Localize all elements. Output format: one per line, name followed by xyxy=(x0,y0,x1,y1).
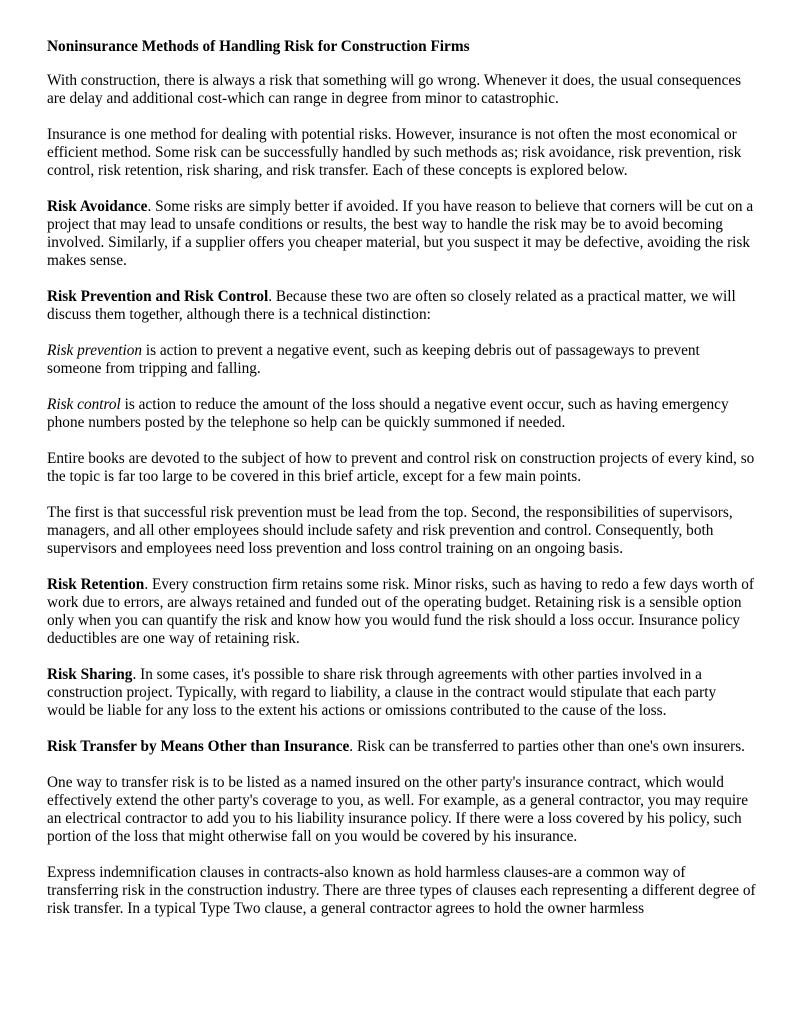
paragraph-text: . In some cases, it's possible to share risk through agreements with other parties involved in a construction project. Typically, with regard to liability, a clause in the contract would stipulate that each party would be liable for any loss to the extent his actions or omissions contributed to the cause of the loss. xyxy=(47,666,717,719)
section-heading-risk-avoidance: Risk Avoidance xyxy=(47,198,148,215)
paragraph-indemnification xyxy=(47,864,757,918)
paragraph-main-points xyxy=(47,504,757,558)
term-risk-control: Risk control xyxy=(47,396,121,413)
paragraph-risk-retention xyxy=(47,576,757,648)
paragraph-risk-avoidance xyxy=(47,198,757,270)
paragraph-text: . Risk can be transferred to parties other than one's own insurers. xyxy=(349,738,745,755)
paragraph-text: Insurance is one method for dealing with potential risks. However, insurance is not often the most economical or efficient method. Some risk can be successfully handled by such methods as; risk avoidance, risk prevention, risk control, risk retention, risk sharing, and risk transfer. Each of these concepts is explored below. xyxy=(47,126,742,179)
section-heading-risk-sharing: Risk Sharing xyxy=(47,666,133,683)
paragraph-text: With construction, there is always a risk that something will go wrong. Whenever it does, the usual consequences are delay and additional cost-which can range in degree from minor to catastrophic. xyxy=(47,72,742,107)
paragraph-risk-sharing xyxy=(47,666,757,720)
paragraph-risk-prevention-definition xyxy=(47,342,757,378)
section-heading-risk-transfer: Risk Transfer by Means Other than Insurance xyxy=(47,738,350,755)
paragraph-books xyxy=(47,450,757,486)
paragraph-text: is action to prevent a negative event, such as keeping debris out of passageways to prevent someone from tripping and falling. xyxy=(47,342,700,377)
paragraph-text: . Every construction firm retains some risk. Minor risks, such as having to redo a few days worth of work due to errors, are always retained and funded out of the operating budget. Retaining risk is a sensible option only when you can quantify the risk and know how you would fund the risk should a loss occur. Insurance policy deductibles are one way of retaining risk. xyxy=(47,576,754,647)
document-title: Noninsurance Methods of Handling Risk for Construction Firms xyxy=(47,38,470,55)
paragraph-text: The first is that successful risk prevention must be lead from the top. Second, the responsibilities of supervisors, managers, and all other employees should include safety and risk prevention and control. Consequently, both supervisors and employees need loss prevention and loss control training on an ongoing basis. xyxy=(47,504,733,557)
paragraph-risk-transfer xyxy=(47,738,757,756)
paragraph-text: Entire books are devoted to the subject of how to prevent and control risk on construction projects of every kind, so the topic is far too large to be covered in this brief article, except for a few main points. xyxy=(47,450,755,485)
document-page xyxy=(47,38,757,936)
section-heading-risk-prevention-control: Risk Prevention and Risk Control xyxy=(47,288,269,305)
paragraph-named-insured xyxy=(47,774,757,846)
paragraph-intro xyxy=(47,72,757,108)
term-risk-prevention: Risk prevention xyxy=(47,342,143,359)
paragraph-text: . Because these two are often so closely related as a practical matter, we will discuss them together, although there is a technical distinction: xyxy=(47,288,736,323)
paragraph-text: is action to reduce the amount of the loss should a negative event occur, such as having emergency phone numbers posted by the telephone so help can be quickly summoned if needed. xyxy=(47,396,729,431)
paragraph-risk-control-definition xyxy=(47,396,757,432)
paragraph-insurance-methods xyxy=(47,126,757,180)
paragraph-text: Express indemnification clauses in contracts-also known as hold harmless clauses-are a common way of transferring risk in the construction industry. There are three types of clauses each representing a different degree of risk transfer. In a typical Type Two clause, a general contractor agrees to hold the owner harmless xyxy=(47,864,756,917)
paragraph-risk-prevention-control xyxy=(47,288,757,324)
paragraph-text: . Some risks are simply better if avoided. If you have reason to believe that corners will be cut on a project that may lead to unsafe conditions or results, the best way to handle the risk may be to avoid becoming involved. Similarly, if a supplier offers you cheaper material, but you suspect it may be defective, avoiding the risk makes sense. xyxy=(47,198,754,269)
paragraph-text: One way to transfer risk is to be listed as a named insured on the other party's insurance contract, which would effectively extend the other party's coverage to you, as well. For example, as a general contractor, you may require an electrical contractor to add you to his liability insurance policy. If there were a loss covered by his policy, such portion of the loss that might otherwise fall on you would be covered by his insurance. xyxy=(47,774,748,845)
section-heading-risk-retention: Risk Retention xyxy=(47,576,145,593)
